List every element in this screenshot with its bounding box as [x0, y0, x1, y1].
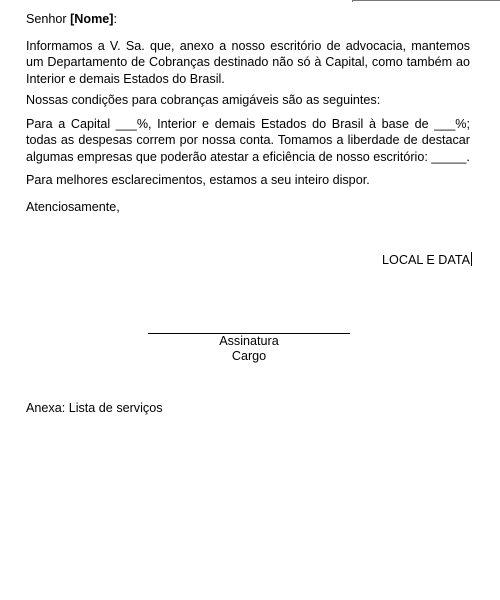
greeting-suffix: :	[113, 12, 117, 26]
place-and-date-line[interactable]	[382, 252, 472, 268]
window-edge-line	[352, 0, 500, 1]
window-edge-corner	[352, 0, 353, 2]
role-label: Cargo	[231, 349, 267, 363]
paragraph-availability: Para melhores esclarecimentos, estamos a seu inteiro dispor.	[26, 173, 370, 187]
signature-block	[148, 334, 350, 364]
closing-salutation: Atenciosamente,	[26, 200, 120, 214]
greeting-line	[26, 11, 470, 27]
text-cursor	[471, 252, 472, 266]
annex-note: Anexa: Lista de serviços	[26, 401, 163, 415]
signature-label: Assinatura	[219, 334, 279, 348]
place-and-date-text: LOCAL E DATA	[382, 253, 470, 267]
paragraph-conditions-details: Para a Capital ___%, Interior e demais Estados do Brasil à base de ___%; todas as despesas correm por nossa conta. Tomamos a liberdade de destacar algumas empresas que poderão atestar a eficiência de nosso escritório: _____.	[26, 117, 470, 164]
paragraph-introduction: Informamos a V. Sa. que, anexo a nosso escritório de advocacia, mantemos um Departamento de Cobranças destinado não só à Capital, como também ao Interior e demais Estados do Brasil.	[26, 39, 470, 86]
paragraph-conditions-intro: Nossas condições para cobranças amigáveis são as seguintes:	[26, 93, 381, 107]
recipient-name-placeholder: [Nome]	[70, 12, 114, 26]
greeting-prefix: Senhor	[26, 12, 71, 26]
